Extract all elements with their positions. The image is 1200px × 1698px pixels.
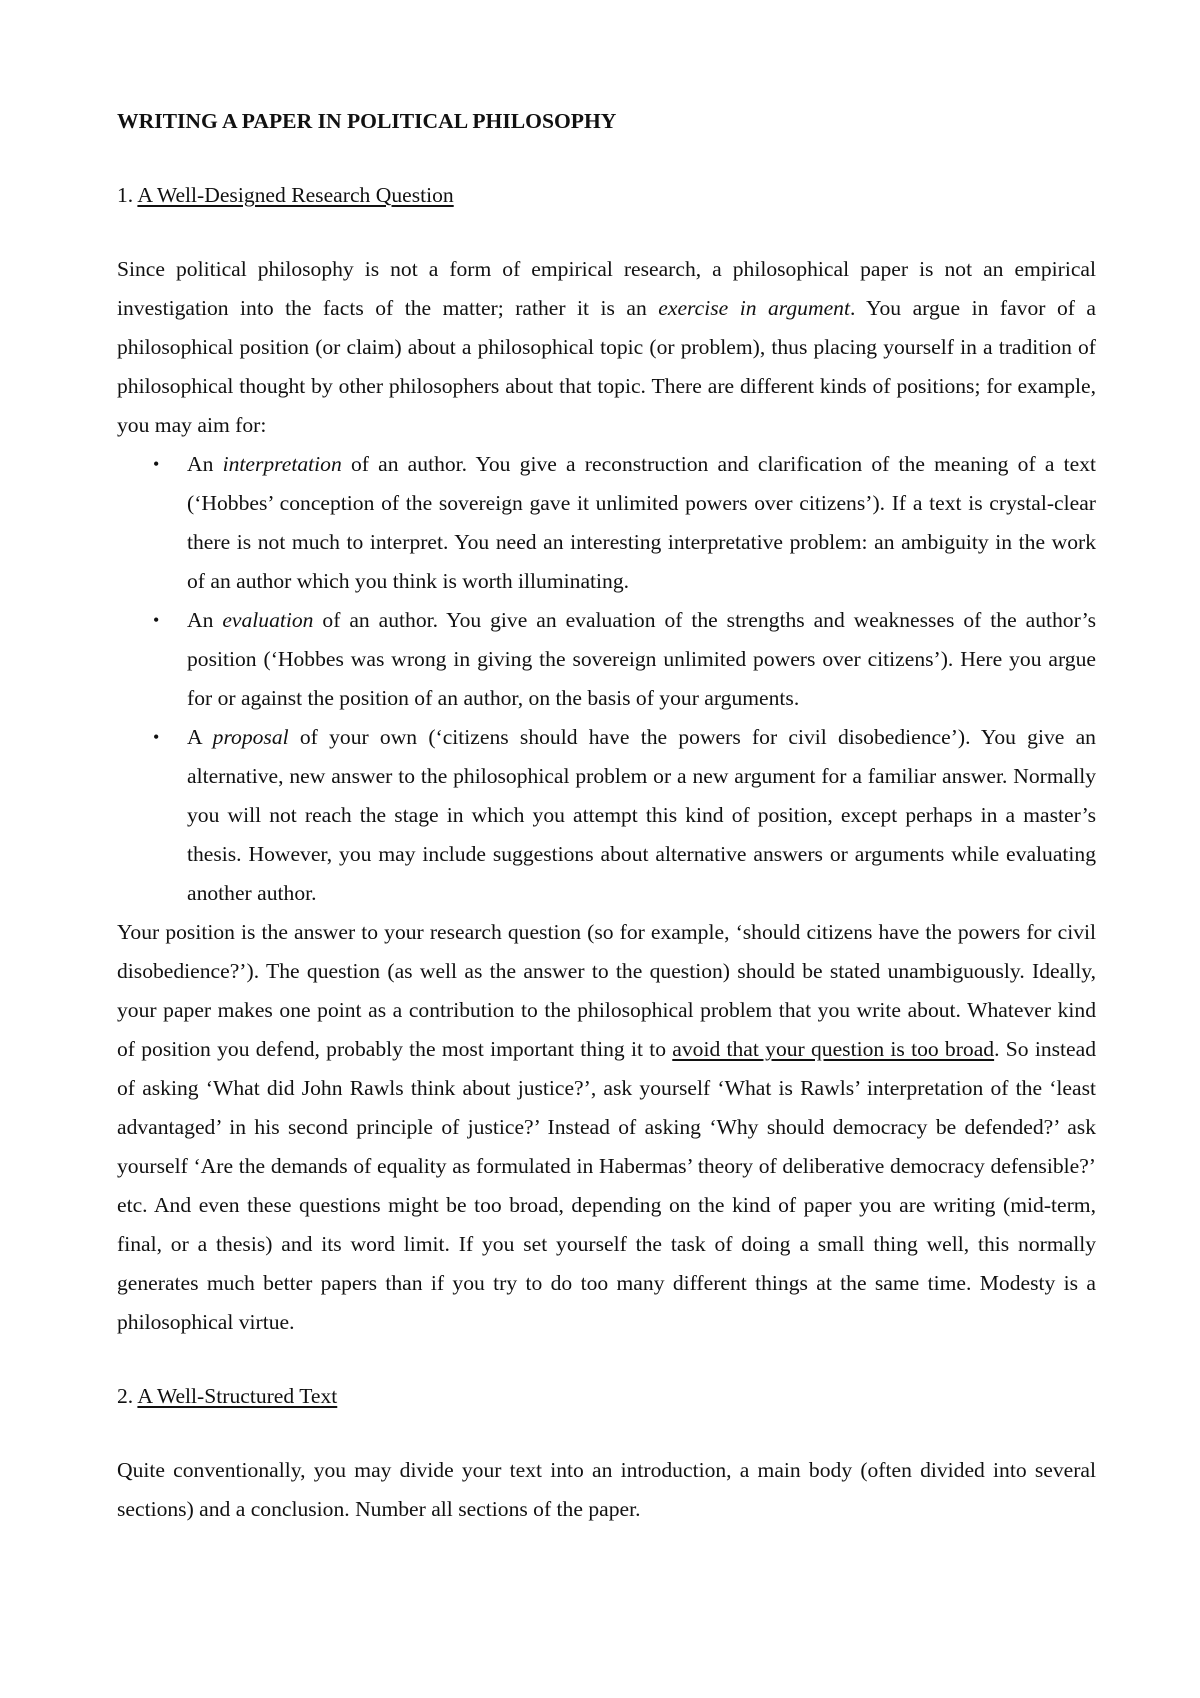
section-1-number: 1. (117, 183, 138, 207)
section-2-number: 2. (117, 1384, 138, 1408)
structure-paragraph: Quite conventionally, you may divide your text into an introduction, a main body (often divided into several sections) and a conclusion. Number all sections of the paper. (117, 1458, 1096, 1521)
list-item-pre: An (187, 452, 223, 476)
list-item-text: of your own (‘citizens should have the powers for civil disobedience’). You give an alternative, new answer to the philosophical problem or a new argument for a familiar answer. Normally you will not reach the stage in which you attempt this kind of position, except perhaps in a master’s thesis. However, you may include suggestions about alternative answers or arguments while evaluating another author. (187, 725, 1096, 905)
list-item-emphasis: interpretation (222, 452, 342, 476)
list-item-text: of an author. You give an evaluation of the strengths and weaknesses of the author’s position (‘Hobbes was wrong in giving the sovereign unlimited powers over citizens’). Here you argue for or against the position of an author, on the basis of your arguments. (187, 608, 1096, 710)
list-item-evaluation (153, 601, 1096, 718)
bullet-icon: • (153, 727, 160, 747)
list-item-text: of an author. You give a reconstruction and clarification of the meaning of a text (‘Hobbes’ conception of the sovereign gave it unlimited powers over citizens’). If a text is crystal-clear there is not much to interpret. You need an interesting interpretative problem: an ambiguity in the work of an author which you think is worth illuminating. (187, 452, 1097, 593)
list-item-pre: An (187, 608, 223, 632)
research-question-paragraph (117, 913, 1096, 1342)
bullet-icon: • (153, 610, 160, 630)
intro-emphasis: exercise in argument (658, 296, 850, 320)
list-item-emphasis: proposal (212, 725, 289, 749)
bullet-icon: • (153, 454, 160, 474)
section-2-title: A Well-Structured Text (137, 1384, 338, 1408)
section-2-heading (117, 1377, 1096, 1416)
section-1-heading (117, 176, 1096, 215)
intro-paragraph (117, 250, 1096, 445)
intro-text-1: Since political philosophy is not a form of empirical research, a philosophical paper is not an empirical investigation into the facts of the matter; rather it is an (117, 257, 1096, 320)
list-item-proposal (153, 718, 1096, 913)
list-item-emphasis: evaluation (222, 608, 314, 632)
spacer (117, 1416, 1096, 1451)
paragraph-text-1: Your position is the answer to your research question (so for example, ‘should citizens have the powers for civil disobedience?’). The question (as well as the answer to the question) should be stated unambiguously. Ideally, your paper makes one point as a contribution to the philosophical problem that you write about. Whatever kind of position you defend, probably the most important thing it to (117, 920, 1096, 1061)
document-page (117, 102, 1096, 1529)
document-title: WRITING A PAPER IN POLITICAL PHILOSOPHY (117, 109, 617, 133)
spacer (117, 141, 1096, 176)
spacer (117, 215, 1096, 250)
position-types-list (117, 445, 1096, 913)
section-1-title: A Well-Designed Research Question (137, 183, 454, 207)
list-item-pre: A (187, 725, 213, 749)
paragraph-text-2: . So instead of asking ‘What did John Rawls think about justice?’, ask yourself ‘What is Rawls’ interpretation of the ‘least advantaged’ in his second principle of justice?’ Instead of asking ‘Why should democracy be defended?’ ask yourself ‘Are the demands of equality as formulated in Habermas’ theory of deliberative democracy defensible?’ etc. And even these questions might be too broad, depending on the kind of paper you are writing (mid-term, final, or a thesis) and its word limit. If you set yourself the task of doing a small thing well, this normally generates much better papers than if you try to do too many different things at the same time. Modesty is a philosophical virtue. (117, 1037, 1096, 1334)
underlined-phrase: avoid that your question is too broad (672, 1037, 995, 1061)
intro-text-2: . You argue in favor of a philosophical position (or claim) about a philosophical topic (or problem), thus placing yourself in a tradition of philosophical thought by other philosophers about that topic. There are different kinds of positions; for example, you may aim for: (117, 296, 1096, 437)
list-item-interpretation (153, 445, 1097, 601)
spacer (117, 1342, 1096, 1377)
